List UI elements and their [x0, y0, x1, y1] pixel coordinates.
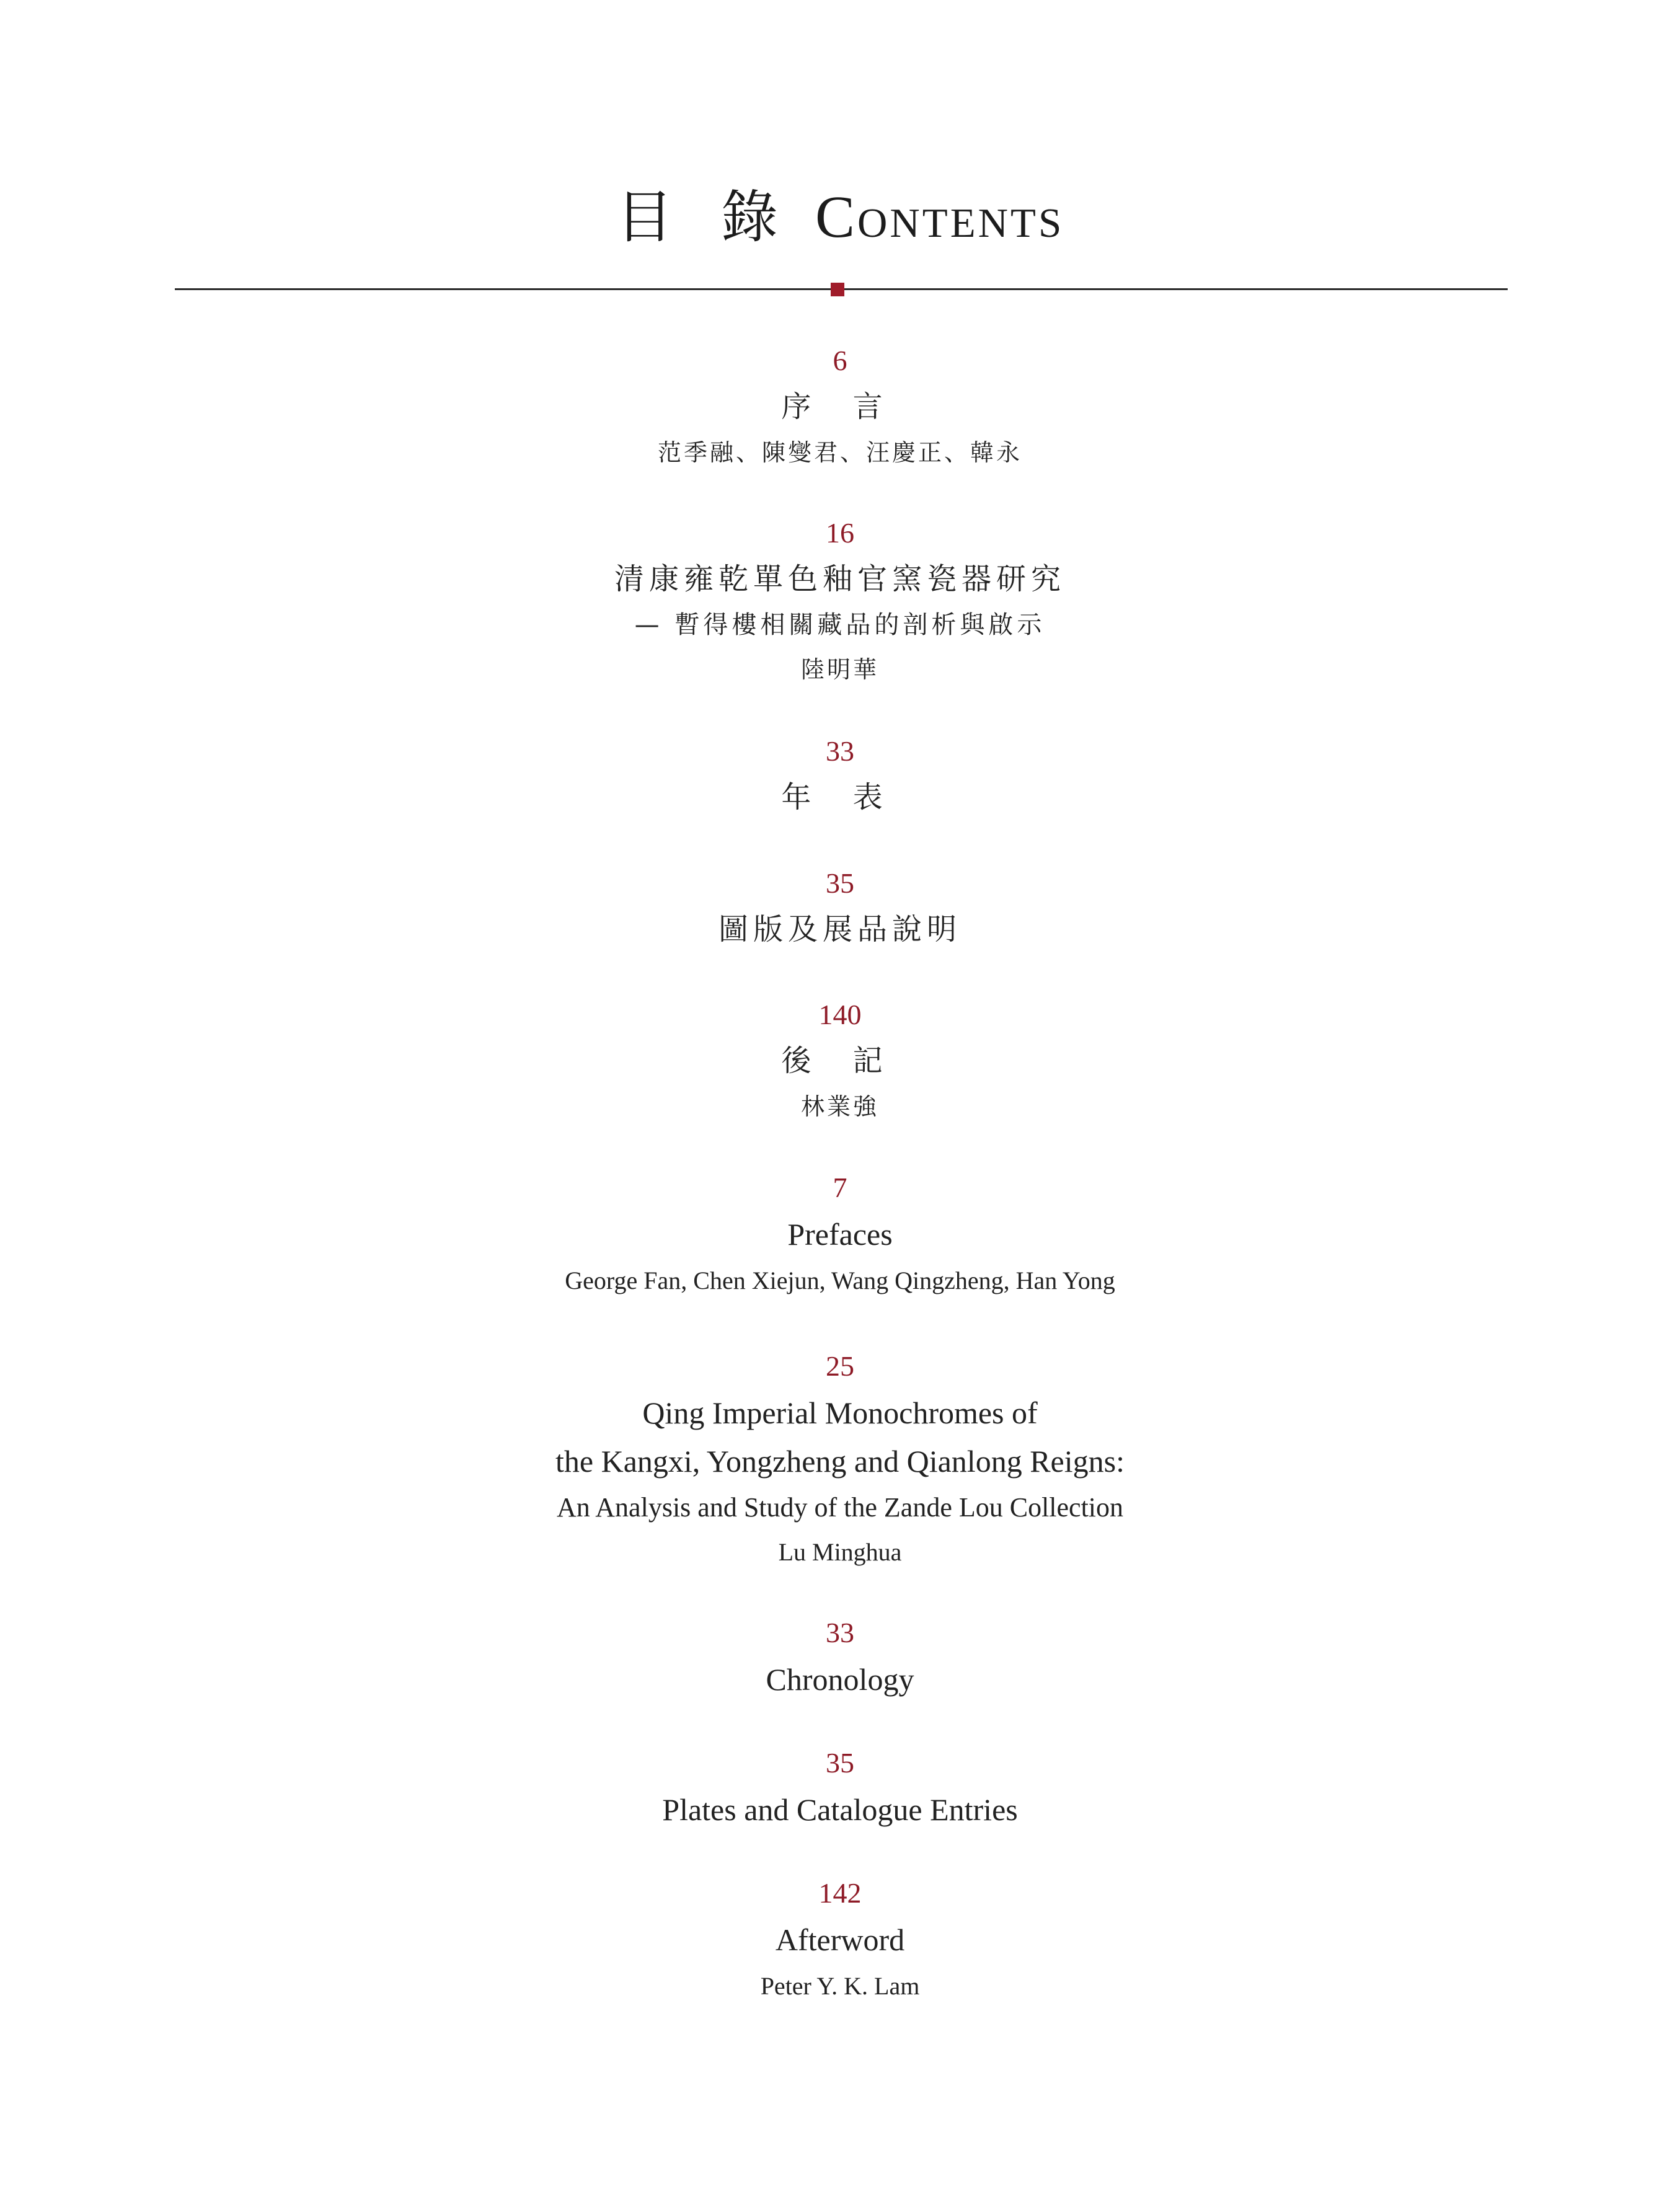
toc-entry-en-chronology[interactable]: [0, 1611, 1680, 1704]
toc-entry-en-prefaces[interactable]: [0, 1165, 1680, 1303]
divider-square-ornament: [831, 283, 844, 296]
page-number: 7: [833, 1172, 847, 1203]
page-title: [0, 177, 1680, 258]
entry-author: George Fan, Chen Xiejun, Wang Qingzheng, Han Yong: [565, 1267, 1115, 1294]
entry-heading: 年 表: [781, 780, 899, 815]
page-number: 25: [826, 1350, 854, 1382]
entry-author: Peter Y. K. Lam: [760, 1972, 920, 2000]
entry-heading-line2: the Kangxi, Yongzheng and Qianlong Reigns:: [555, 1444, 1125, 1479]
entry-heading: Afterword: [775, 1922, 905, 1957]
entry-subheading: — 暫得樓相關藏品的剖析與啟示: [634, 611, 1046, 639]
entry-heading-line1: Qing Imperial Monochromes of: [642, 1395, 1038, 1430]
toc-entry-zh-chronology[interactable]: [0, 729, 1680, 821]
page-number: 33: [826, 735, 854, 767]
entry-heading: Chronology: [766, 1662, 914, 1697]
title-chinese: 目 錄: [616, 184, 793, 250]
entry-heading: 圖版及展品說明: [718, 912, 962, 947]
page-number: 6: [833, 345, 847, 376]
entry-author: Lu Minghua: [778, 1538, 902, 1566]
toc-entry-en-study[interactable]: [0, 1344, 1680, 1575]
entry-heading: Plates and Catalogue Entries: [662, 1792, 1018, 1827]
entry-heading: 後 記: [781, 1043, 899, 1078]
page-number: 35: [826, 867, 854, 899]
entry-author: 陸明華: [800, 656, 879, 683]
title-english: Contents: [815, 184, 1064, 250]
entry-heading: Prefaces: [787, 1217, 893, 1252]
toc-entry-zh-plates[interactable]: [0, 861, 1680, 953]
page-number: 35: [826, 1747, 854, 1779]
entry-author: 范季融、陳燮君、汪慶正、韓永: [657, 439, 1022, 466]
entry-heading: 序 言: [781, 389, 899, 424]
entry-author: 林業強: [800, 1093, 879, 1120]
toc-entry-zh-study[interactable]: [0, 511, 1680, 692]
page-number: 16: [826, 517, 854, 549]
toc-entry-en-plates[interactable]: [0, 1741, 1680, 1834]
entry-subheading: An Analysis and Study of the Zande Lou Collection: [556, 1492, 1124, 1523]
page-number: 33: [826, 1617, 854, 1648]
page-number: 140: [818, 999, 862, 1030]
page-number: 142: [818, 1877, 862, 1909]
toc-entry-en-afterword[interactable]: [0, 1871, 1680, 2009]
toc-entry-zh-afterword[interactable]: [0, 993, 1680, 1129]
toc-entry-zh-prefaces[interactable]: [0, 338, 1680, 475]
entry-heading: 清康雍乾單色釉官窯瓷器研究: [614, 562, 1066, 596]
